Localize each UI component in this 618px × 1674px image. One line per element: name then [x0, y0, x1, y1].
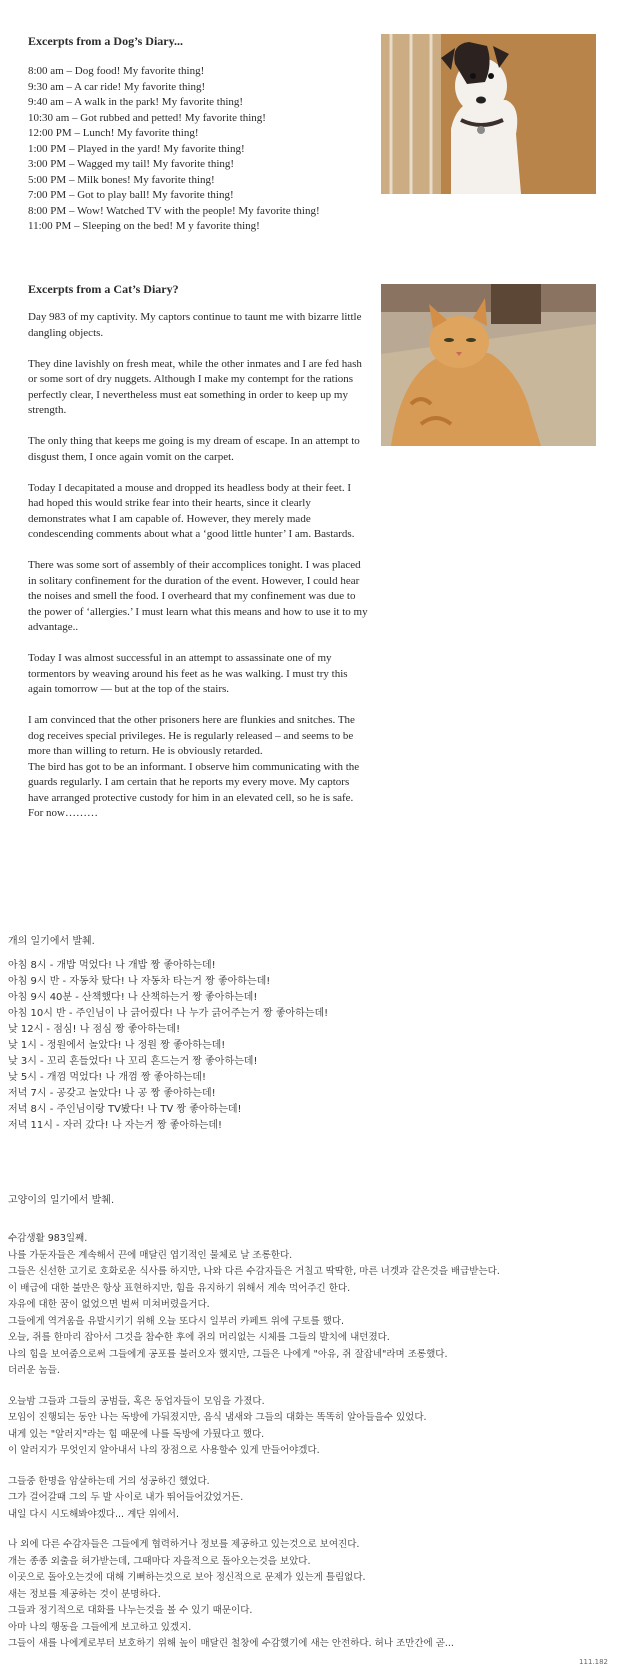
korean-cat-line: 그들과 정기적으로 대화를 나누는것을 볼 수 있기 때문이다. — [8, 1605, 253, 1616]
corner-watermark: 111.182 — [579, 1658, 608, 1666]
korean-cat-line: 나의 힘을 보여줌으로써 그들에게 공포를 불러오자 했지만, 그들은 나에게 "아유, 쥐 잘잡네"라며 조롱했다. — [8, 1348, 448, 1360]
dog-illustration — [381, 34, 596, 194]
dog-photo — [381, 34, 596, 194]
cat-diary-paragraph: The only thing that keeps me going is my dream of escape. In an attempt to disgust them, I once again vomit on the carpet. — [28, 435, 360, 463]
korean-cat-line: 모임이 진행되는 동안 나는 독방에 가둬졌지만, 음식 냄새와 그들의 대화는 똑똑히 알아들을수 있었다. — [8, 1412, 427, 1423]
korean-cat-line: 그들이 새를 나에게로부터 보호하기 위해 높이 매달린 철창에 수감했기에 새는 안전하다. 허나 조만간에 곧... — [8, 1638, 454, 1649]
korean-cat-line: 오늘, 쥐를 한마리 잡아서 그것을 참수한 후에 쥐의 머리없는 시체를 그들의 발치에 내던졌다. — [8, 1332, 390, 1343]
dog-diary-entry: 8:00 PM – Wow! Watched TV with the people! My favorite thing! — [28, 204, 320, 217]
dog-diary-entry: 9:40 am – A walk in the park! My favorite thing! — [28, 96, 244, 108]
korean-dog-entry: 아침 8시 - 개밥 먹었다! 나 개밥 짱 좋아하는데! — [8, 960, 216, 971]
korean-cat-line: 그들은 신선한 고기로 호화로운 식사를 하지만, 나와 다른 수감자들은 거칠고 딱딱한, 마른 너겟과 같은것을 배급받는다. — [8, 1266, 500, 1277]
korean-dog-entry: 아침 9시 40분 - 산책했다! 나 산책하는거 짱 좋아하는데! — [8, 992, 258, 1003]
korean-dog-heading: 개의 일기에서 발췌. — [8, 936, 95, 947]
cat-diary-paragraph: Today I decapitated a mouse and dropped its headless body at their feet. I had hoped this would strike fear into their hearts, since it clearly demonstrates what I am capable of. However, they merely made condescending comments about what a ‘good little hunter’ I am. Bastards. — [28, 481, 355, 540]
korean-cat-line: 새는 정보를 제공하는 것이 분명하다. — [8, 1588, 161, 1600]
cat-diary-paragraph: There was some sort of assembly of their accomplices tonight. I was placed in solitary confinement for the duration of the event. However, I could hear the noises and smell the food. I overheard that my confinement was due to the power of ‘allergies.’ I must learn what this means and how to use it to my advantage.. — [28, 559, 368, 633]
korean-dog-entry: 낮 1시 - 정원에서 놀았다! 나 정원 짱 좋아하는데! — [8, 1040, 226, 1051]
korean-cat-line: 아마 나의 행동을 그들에게 보고하고 있겠지. — [8, 1621, 192, 1633]
korean-cat-heading: 고양이의 일기에서 발췌. — [8, 1195, 115, 1206]
korean-cat-line: 자유에 대한 꿈이 없었으면 벌써 미쳐버렸을거다. — [8, 1299, 210, 1310]
dog-diary-entry: 3:00 PM – Wagged my tail! My favorite thing! — [28, 158, 235, 170]
dog-diary-entry: 10:30 am – Got rubbed and petted! My favorite thing! — [28, 111, 266, 124]
korean-cat-body — [8, 1219, 598, 1665]
korean-dog-entry: 낮 3시 - 꼬리 흔들었다! 나 꼬리 흔드는거 짱 좋아하는데! — [8, 1056, 258, 1067]
korean-cat-line: 내일 다시 시도해봐야겠다... 계단 위에서. — [8, 1508, 179, 1520]
dog-diary-entry: 12:00 PM – Lunch! My favorite thing! — [28, 127, 199, 139]
korean-dog-entry: 아침 9시 반 - 자동차 탔다! 나 자동차 타는거 짱 좋아하는데! — [8, 976, 271, 987]
korean-cat-line: 이 배급에 대한 불만은 항상 표현하지만, 힘을 유지하기 위해서 계속 먹어주긴 한다. — [8, 1282, 351, 1294]
korean-dog-entry: 저녁 11시 - 자러 갔다! 나 자는거 짱 좋아하는데! — [8, 1120, 223, 1131]
korean-cat-line: 이곳으로 돌아오는것에 대해 기뻐하는것으로 보아 정신적으로 문제가 있는게 틀림없다. — [8, 1572, 366, 1583]
dog-diary-entry: 11:00 PM – Sleeping on the bed! M y favorite thing! — [28, 220, 260, 232]
cat-photo — [381, 284, 596, 446]
korean-dog-entry: 아침 10시 반 - 주인님이 나 긁어줬다! 나 누가 긁어주는거 짱 좋아하는데! — [8, 1008, 329, 1019]
korean-dog-entry: 저녁 8시 - 주인님이랑 TV봤다! 나 TV 짱 좋아하는데! — [8, 1104, 242, 1115]
korean-cat-line: 나를 가둔자들은 계속해서 끈에 매달린 엽기적인 물체로 날 조롱한다. — [8, 1249, 293, 1261]
korean-cat-line: 개는 종종 외출을 허가받는데, 그때마다 자을적으로 돌아오는것을 보았다. — [8, 1555, 311, 1567]
cat-diary-body — [28, 310, 368, 837]
korean-cat-line: 수감생활 983일째. — [8, 1233, 88, 1244]
korean-dog-entry: 낮 12시 - 점심! 나 점심 짱 좋아하는데! — [8, 1024, 181, 1035]
dog-diary-heading: Excerpts from a Dog’s Diary... — [28, 34, 183, 48]
dog-diary-entry: 7:00 PM – Got to play ball! My favorite thing! — [28, 189, 234, 201]
korean-cat-line: 그가 걸어갈때 그의 두 발 사이로 내가 뛰어들어갔었거든. — [8, 1492, 244, 1503]
korean-dog-entry: 낮 5시 - 개껌 먹었다! 나 개껌 짱 좋아하는데! — [8, 1072, 206, 1083]
korean-dog-list — [8, 958, 568, 1134]
cat-illustration — [381, 284, 596, 446]
korean-cat-line: 내게 있는 "알러지"라는 힘 때문에 나를 독방에 가뒀다고 했다. — [8, 1428, 265, 1440]
dog-diary-entry: 8:00 am – Dog food! My favorite thing! — [28, 65, 205, 77]
korean-cat-line: 그들중 한명을 암살하는데 거의 성공하긴 했었다. — [8, 1475, 210, 1487]
cat-diary-paragraph: The bird has got to be an informant. I observe him communicating with the guards regularly. I am certain that he reports my every move. My captors have arranged protective custody for him in an elevated cell, so he is safe. For now……… — [28, 760, 360, 819]
cat-diary-heading: Excerpts from a Cat’s Diary? — [28, 282, 179, 296]
dog-diary-entry: 9:30 am – A car ride! My favorite thing! — [28, 80, 206, 93]
korean-cat-line: 그들에게 역겨움을 유발시키기 위해 오늘 또다시 일부러 카페트 위에 구토를 했다. — [8, 1315, 345, 1327]
korean-cat-line: 오늘밤 그들과 그들의 공범들, 혹은 동업자들이 모임을 가졌다. — [8, 1395, 265, 1407]
cat-diary-paragraph: They dine lavishly on fresh meat, while the other inmates and I are fed hash or some sort of dry nuggets. Although I make my contempt for the rations perfectly clear, I nevertheless must eat something in order to keep up my strength. — [28, 357, 362, 416]
dog-diary-entry: 5:00 PM – Milk bones! My favorite thing! — [28, 173, 215, 186]
cat-diary-paragraph: Today I was almost successful in an attempt to assassinate one of my tormentors by weaving around his feet as he was walking. I must try this again tomorrow — but at the top of the stairs. — [28, 652, 348, 695]
cat-diary-paragraph: Day 983 of my captivity. My captors continue to taunt me with bizarre little dangling objects. — [28, 311, 362, 339]
korean-cat-line: 이 알러지가 무엇인지 알아내서 나의 장점으로 사용할수 있게 만들어야겠다. — [8, 1445, 320, 1456]
dog-diary-list — [28, 64, 368, 235]
dog-diary-entry: 1:00 PM – Played in the yard! My favorite thing! — [28, 142, 245, 155]
korean-cat-line: 나 외에 다른 수감자들은 그들에게 협력하거나 정보를 제공하고 있는것으로 보여진다. — [8, 1539, 360, 1550]
korean-cat-line: 더러운 놈들. — [8, 1365, 60, 1376]
cat-diary-paragraph: I am convinced that the other prisoners here are flunkies and snitches. The dog receives special privileges. He is regularly released – and seems to be more than willing to return. He is obviously retarded. — [28, 714, 355, 757]
korean-dog-entry: 저녁 7시 - 공갖고 놀았다! 나 공 짱 좋아하는데! — [8, 1088, 216, 1099]
